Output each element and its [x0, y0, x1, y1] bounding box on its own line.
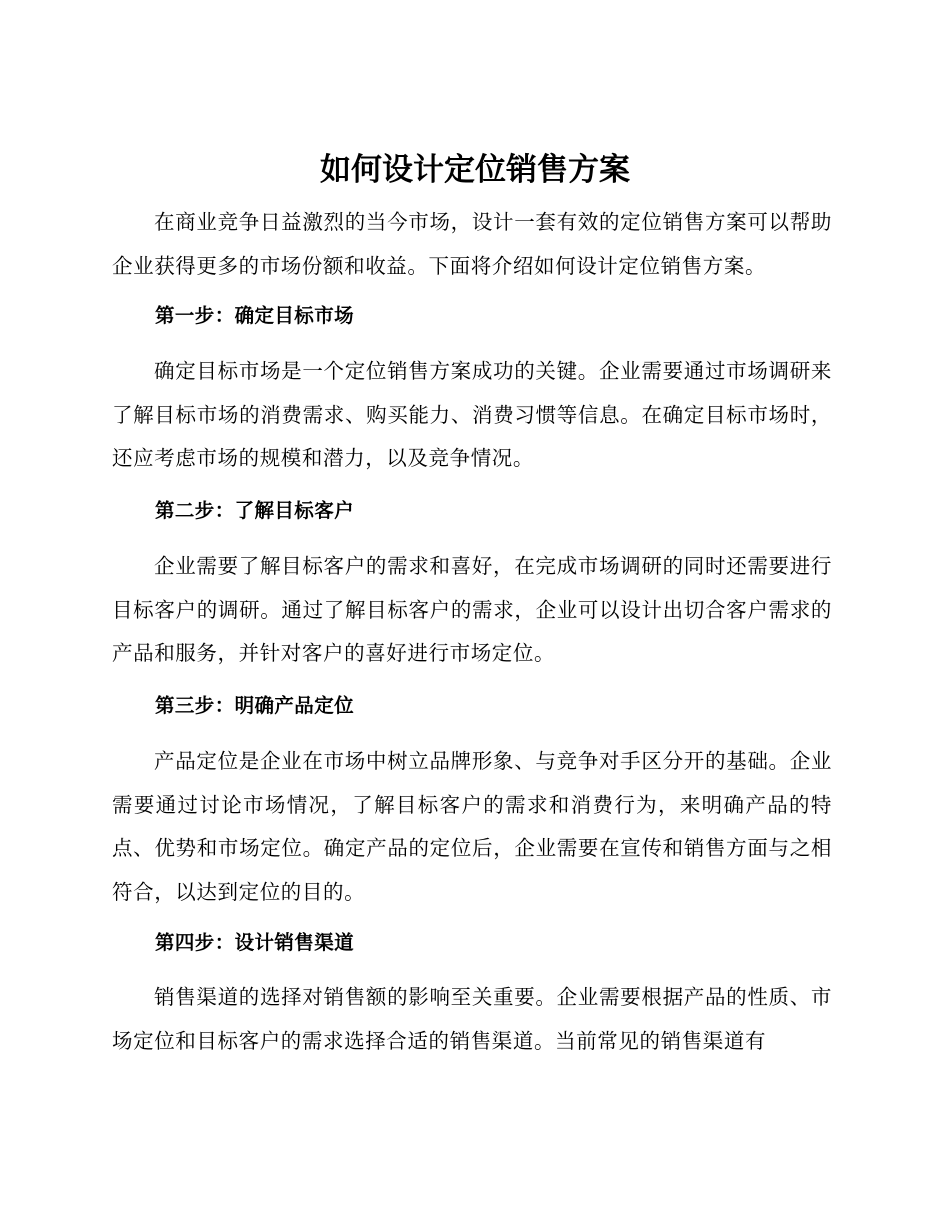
- section-heading-3: 第三步：明确产品定位: [155, 694, 355, 717]
- section-body-2: 企业需要了解目标客户的需求和喜好，在完成市场调研的同时还需要进行目标客户的调研。通过了解目标客户的需求，企业可以设计出切合客户需求的产品和服务，并针对客户的喜好进行市场定位。: [112, 554, 832, 665]
- section-heading-4: 第四步：设计销售渠道: [155, 931, 355, 954]
- section-body-3: 产品定位是企业在市场中树立品牌形象、与竞争对手区分开的基础。企业需要通过讨论市场情况，了解目标客户的需求和消费行为，来明确产品的特点、优势和市场定位。确定产品的定位后，企业需要在宣传和销售方面与之相符合，以达到定位的目的。: [112, 749, 832, 904]
- section-body-4: 销售渠道的选择对销售额的影响至关重要。企业需要根据产品的性质、市场定位和目标客户的需求选择合适的销售渠道。当前常见的销售渠道有: [112, 985, 832, 1053]
- section-heading-1: 第一步：确定目标市场: [155, 304, 355, 327]
- section-body-1: 确定目标市场是一个定位销售方案成功的关键。企业需要通过市场调研来了解目标市场的消费需求、购买能力、消费习惯等信息。在确定目标市场时，还应考虑市场的规模和潜力，以及竞争情况。: [112, 359, 832, 470]
- document-title: 如何设计定位销售方案: [320, 152, 630, 188]
- intro-paragraph: 在商业竞争日益激烈的当今市场，设计一套有效的定位销售方案可以帮助企业获得更多的市场份额和收益。下面将介绍如何设计定位销售方案。: [112, 210, 832, 278]
- section-heading-2: 第二步：了解目标客户: [155, 499, 355, 522]
